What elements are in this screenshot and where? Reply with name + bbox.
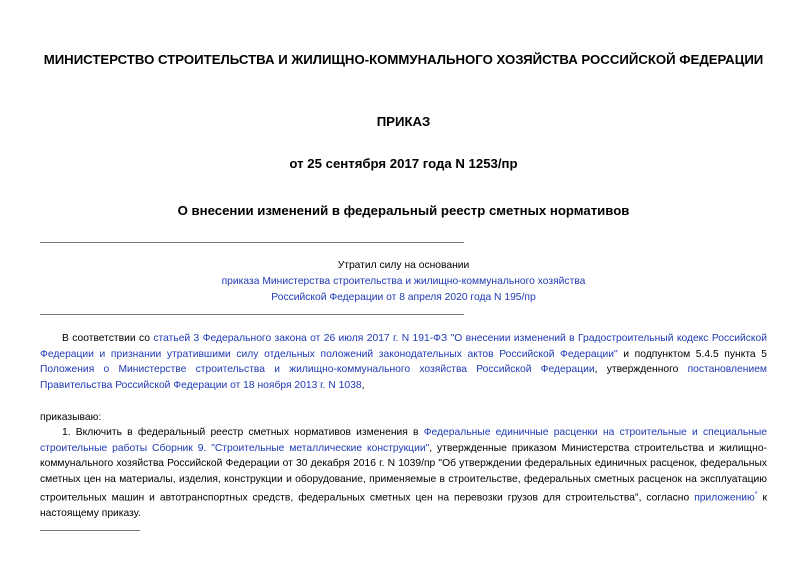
item-1-text-3: к настоящему приказу. <box>40 492 767 519</box>
order-word: приказываю: <box>40 412 102 423</box>
federal-law-link[interactable]: статьей 3 Федерального закона от 26 июля 2017 г. N 191-ФЗ "О внесении изменений в Градостроительный кодекс Российской Федерации и признании утратившими силу отдельных положений законодательных актов Российской Федерации" <box>40 333 768 360</box>
item-1-paragraph <box>40 425 767 521</box>
divider-top <box>40 242 464 243</box>
basis-text-4: , <box>361 379 365 391</box>
basis-text-1: В соответствии со <box>62 333 154 344</box>
basis-text-2: и подпунктом 5.4.5 пункта 5 <box>617 348 767 360</box>
divider-bottom <box>40 314 464 315</box>
basis-paragraph <box>40 331 767 393</box>
validity-notice-link-line1[interactable]: приказа Министерства строительства и жилищно-коммунального хозяйства <box>221 276 586 287</box>
item-1-text-2: , утвержденные приказом Министерства строительства и жилищно-коммунального хозяйства Российской Федерации от 30 декабря 2016 г. N 1039/пр "Об утверждении федеральных единичных расценок, федеральных сметных цен на материалы, изделия, конструкции и оборудование, применяемые в строительстве, федеральных сметных расценок на эксплуатацию строительных машин и автотранспортных средств, федеральных сметных цен на перевозки грузов для строительства", согласно <box>40 442 767 504</box>
validity-notice-text: Утратил силу на основании <box>337 260 470 271</box>
ministry-regulation-link[interactable]: Положения о Министерстве строительства и жилищно-коммунального хозяйства Российской Федерации <box>40 364 595 375</box>
federal-rates-link[interactable]: Федеральные единичные расценки на строительные и специальные строительные работы Сборник 9. "Строительные металлические конструкции" <box>40 427 767 454</box>
government-decree-link[interactable]: постановлением Правительства Российской Федерации от 18 ноября 2013 г. N 1038 <box>40 364 767 391</box>
validity-notice-link-line2[interactable]: Российской Федерации от 8 апреля 2020 года N 195/пр <box>271 292 536 303</box>
ministry-title: МИНИСТЕРСТВО СТРОИТЕЛЬСТВА И ЖИЛИЩНО-КОММУНАЛЬНОГО ХОЗЯЙСТВА РОССИЙСКОЙ ФЕДЕРАЦИИ <box>43 52 764 67</box>
document-type: ПРИКАЗ <box>376 114 431 129</box>
basis-text-3: , утвержденного <box>594 364 688 375</box>
item-1-text-1: 1. Включить в федеральный реестр сметных нормативов изменения в <box>62 427 424 438</box>
document-subject: О внесении изменений в федеральный реестр сметных нормативов <box>177 203 630 218</box>
document-date-number: от 25 сентября 2017 года N 1253/пр <box>289 156 518 171</box>
appendix-link[interactable]: приложению <box>694 492 755 504</box>
footnote-divider <box>40 530 140 531</box>
footnote-mark[interactable]: * <box>754 491 758 498</box>
